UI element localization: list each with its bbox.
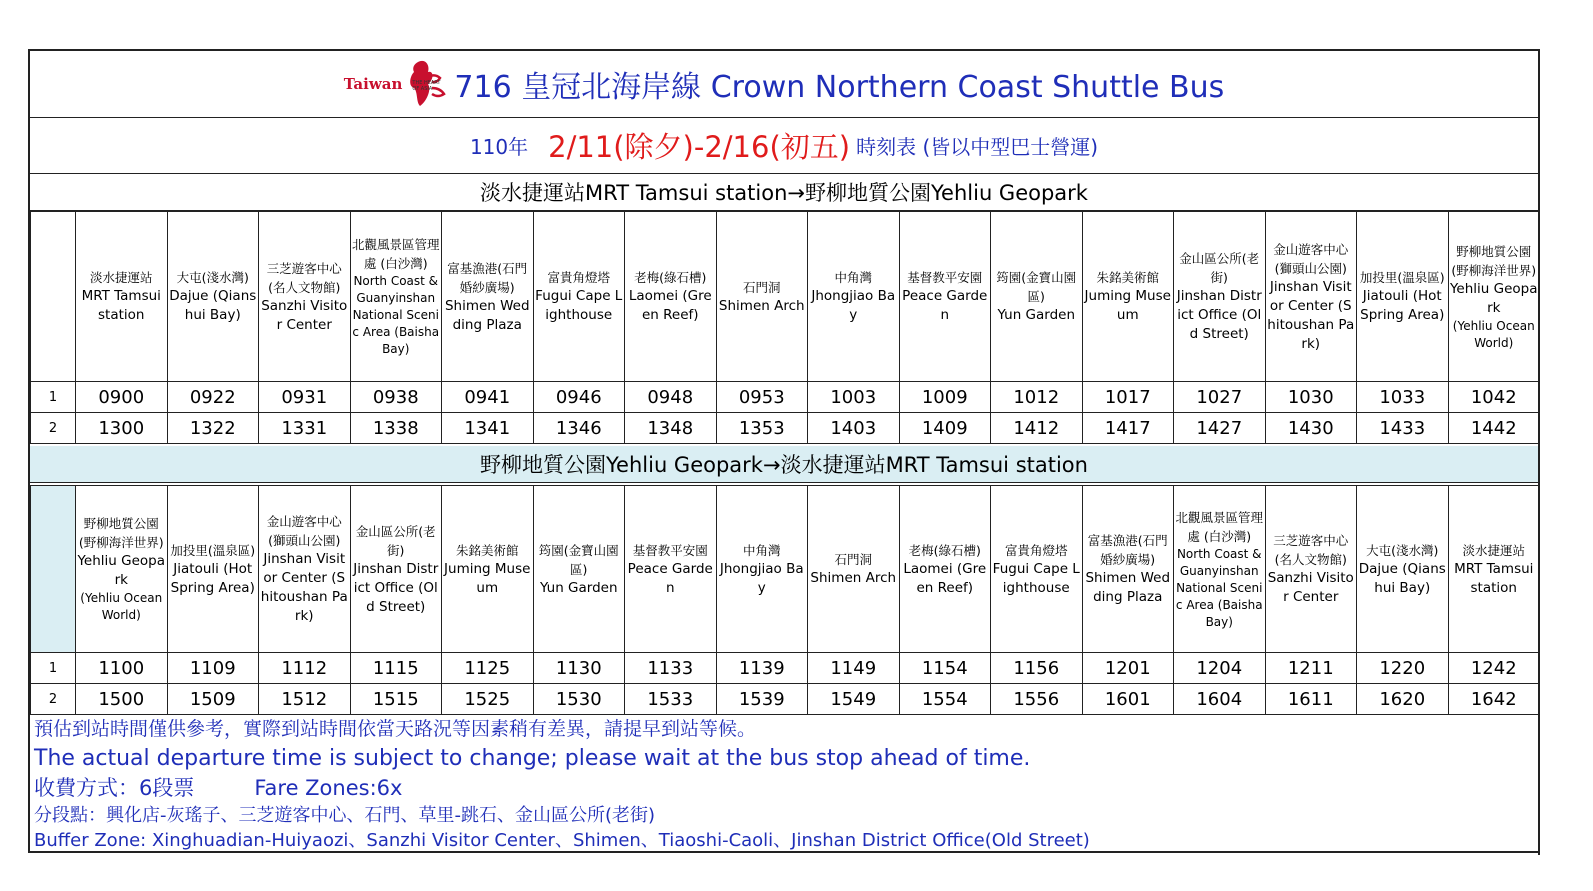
stop-name-en: Dajue (Qianshui Bay) [169, 288, 257, 323]
stop-name-zh: 石門洞 [834, 552, 872, 567]
departure-time: 1611 [1265, 684, 1357, 715]
departure-time: 1346 [533, 413, 625, 444]
departure-time: 1009 [899, 382, 991, 413]
departure-time: 1442 [1448, 413, 1540, 444]
stop-header [1082, 486, 1174, 653]
departure-time: 1554 [899, 684, 991, 715]
stop-name-en: Jhongjiao Bay [719, 560, 804, 596]
stop-name-zh: 朱銘美術館 [1096, 270, 1159, 285]
fare-zh: 收費方式：6段票 [34, 776, 195, 800]
stop-name-en: Juming Museum [444, 560, 531, 596]
departure-time: 1620 [1357, 684, 1449, 715]
departure-time: 1430 [1265, 413, 1357, 444]
departure-time: 1125 [442, 653, 534, 684]
logo-word: Taiwan [343, 75, 403, 93]
stop-name-zh: 北觀風景區管理處 (白沙灣) [351, 237, 440, 271]
stop-name-en: Fugui Cape Lighthouse [535, 288, 623, 323]
departure-time: 1500 [76, 684, 168, 715]
outbound-table [30, 211, 1540, 444]
departure-time: 0948 [625, 382, 717, 413]
stop-name-en: Yun Garden [539, 579, 618, 596]
departure-time: 1322 [167, 413, 259, 444]
departure-time: 0922 [167, 382, 259, 413]
stop-name-zh: 富貴角燈塔 [1004, 542, 1068, 558]
stop-name-en: Peace Garden [902, 288, 988, 323]
stop-name-zh: 大屯(淺水灣) [1366, 542, 1439, 558]
stop-name-zh: 金山遊客中心(獅頭山公園) [266, 514, 342, 548]
stop-name-en: Yehliu Geopark [1449, 280, 1538, 316]
stop-header [1357, 486, 1449, 653]
stop-header [442, 212, 534, 382]
subtitle-year: 110年 [469, 134, 529, 159]
departure-time: 1042 [1448, 382, 1540, 413]
departure-time: 1409 [899, 413, 991, 444]
trip-number: 2 [31, 413, 76, 444]
stop-header [350, 486, 442, 653]
departure-time: 0953 [716, 382, 808, 413]
stop-name-en: Jiatouli (Hot Spring Area) [170, 560, 255, 596]
stop-name-zh: 基督教平安園 [632, 542, 708, 558]
departure-time: 1156 [991, 653, 1083, 684]
departure-time: 1133 [625, 653, 717, 684]
departure-time: 1427 [1174, 413, 1266, 444]
notes-disclaimer-zh: 預估到站時間僅供參考，實際到站時間依當天路況等因素稍有差異，請提早到站等候。 [34, 718, 757, 740]
stop-header [1082, 212, 1174, 382]
stop-header [1174, 486, 1266, 653]
inbound-table [30, 485, 1540, 715]
trip-row [31, 653, 1540, 684]
departure-time: 1030 [1265, 382, 1357, 413]
departure-time: 1512 [259, 684, 351, 715]
notes-buffer-zh: 分段點：興化店-灰瑤子、三芝遊客中心、石門、草里-跳石、金山區公所(老街) [34, 805, 656, 826]
departure-time: 1242 [1448, 653, 1540, 684]
inbound-heading: 野柳地質公園Yehliu Geopark→淡水捷運站MRT Tamsui station [30, 446, 1538, 483]
stop-header [442, 486, 534, 653]
taiwan-logo [344, 58, 449, 110]
stop-header [533, 212, 625, 382]
stop-name-zh: 中角灣 [834, 270, 872, 285]
departure-time: 1601 [1082, 684, 1174, 715]
departure-time: 1115 [350, 653, 442, 684]
stop-name-zh: 淡水捷運站 [89, 270, 153, 285]
stop-name-zh: 三芝遊客中心(名人文物館) [1273, 533, 1349, 567]
stop-name-en: Juming Museum [1084, 288, 1171, 323]
trip-row [31, 382, 1540, 413]
stop-header [1265, 212, 1357, 382]
departure-time: 1139 [716, 653, 808, 684]
departure-time: 1509 [167, 684, 259, 715]
fare-en: Fare Zones:6x [254, 776, 403, 800]
stop-name-zh: 基督教平安園 [907, 270, 983, 285]
stop-name-zh: 三芝遊客中心(名人文物館) [266, 260, 342, 295]
stop-name-en-sub: (Yehliu Ocean World) [1452, 318, 1535, 350]
stop-name-zh: 中角灣 [742, 542, 781, 558]
stop-name-en: MRT Tamsui station [1454, 560, 1534, 596]
stop-name-zh: 富基漁港(石門婚紗廣場) [447, 260, 528, 295]
stop-name-zh: 老梅(綠石槽) [908, 542, 981, 558]
stop-name-zh: 野柳地質公園(野柳海洋世界) [78, 516, 164, 550]
departure-time: 1003 [808, 382, 900, 413]
departure-time: 1100 [76, 653, 168, 684]
trip-number: 2 [31, 684, 76, 715]
header-corner [31, 486, 76, 653]
taiwan-logo-mark-icon [404, 58, 448, 110]
stop-header [1174, 212, 1266, 382]
stop-name-zh: 野柳地質公園(野柳海洋世界) [1451, 243, 1537, 278]
stop-header [167, 212, 259, 382]
stop-header [350, 212, 442, 382]
stop-name-en: Shimen Arch [810, 570, 897, 586]
stop-header [716, 212, 808, 382]
subtitle-description: 時刻表 (皆以中型巴士營運) [856, 134, 1099, 159]
departure-time: 1556 [991, 684, 1083, 715]
stop-name-zh: 富基漁港(石門婚紗廣場) [1087, 533, 1168, 567]
stop-name-zh: 北觀風景區管理處 (白沙灣) [1175, 509, 1263, 544]
logo-subtitle: THE HEART OF ASIA [412, 80, 441, 92]
stop-name-en: Laomei (Green Reef) [903, 560, 987, 596]
stop-header [1357, 212, 1449, 382]
stop-name-en: Jinshan Visitor Center (Shitoushan Park) [260, 551, 348, 624]
departure-time: 1533 [625, 684, 717, 715]
departure-time: 1012 [991, 382, 1083, 413]
trip-number: 1 [31, 382, 76, 413]
stop-name-zh: 金山區公所(老街) [355, 523, 436, 558]
departure-time: 1525 [442, 684, 534, 715]
departure-time: 1515 [350, 684, 442, 715]
stop-name-en: Jiatouli (Hot Spring Area) [1360, 288, 1445, 323]
departure-time: 1154 [899, 653, 991, 684]
departure-time: 1604 [1174, 684, 1266, 715]
stop-name-en: Peace Garden [627, 560, 713, 596]
stop-header [991, 212, 1083, 382]
stop-header [716, 486, 808, 653]
stop-name-en: Jhongjiao Bay [811, 288, 896, 323]
stop-name-zh: 大屯(淺水灣) [176, 270, 249, 285]
stop-header [991, 486, 1083, 653]
stop-header [1265, 486, 1357, 653]
stop-name-zh: 淡水捷運站 [1462, 542, 1525, 558]
stop-header [899, 212, 991, 382]
sheet-right-border [1538, 49, 1540, 855]
stop-name-en: Dajue (Qianshui Bay) [1358, 560, 1446, 596]
stop-name-en: Jinshan Visitor Center (Shitoushan Park) [1267, 278, 1355, 352]
departure-time: 1549 [808, 684, 900, 715]
stop-header [259, 486, 351, 653]
stop-header [808, 212, 900, 382]
stop-name-en: Yehliu Geopark [77, 553, 166, 588]
notes-fare [34, 774, 1534, 803]
departure-time: 1204 [1174, 653, 1266, 684]
notes [34, 715, 1534, 853]
departure-time: 0946 [533, 382, 625, 413]
departure-time: 1033 [1357, 382, 1449, 413]
departure-time: 1130 [533, 653, 625, 684]
departure-time: 1341 [442, 413, 534, 444]
stop-header [76, 486, 168, 653]
notes-disclaimer-en: The actual departure time is subject to change; please wait at the bus stop ahead of time. [34, 746, 1031, 771]
departure-time: 1017 [1082, 382, 1174, 413]
stop-name-en: Jinshan District Office (Old Street) [1176, 288, 1262, 342]
stop-name-en: Shimen Wedding Plaza [444, 297, 530, 333]
stop-name-en: Sanzhi Visitor Center [261, 297, 348, 333]
departure-time: 1201 [1082, 653, 1174, 684]
stop-name-en: Fugui Cape Lighthouse [992, 560, 1080, 596]
subtitle-row [30, 117, 1538, 174]
stop-name-zh: 筠園(金寶山園區) [538, 542, 619, 577]
stop-name-zh: 石門洞 [742, 279, 781, 295]
header-row [31, 212, 1540, 382]
stop-header [899, 486, 991, 653]
stop-name-en: Sanzhi Visitor Center [1267, 570, 1354, 605]
outbound-heading: 淡水捷運站MRT Tamsui station→野柳地質公園Yehliu Geopark [30, 174, 1538, 211]
stop-header [808, 486, 900, 653]
trip-row [31, 413, 1540, 444]
departure-time: 1112 [259, 653, 351, 684]
departure-time: 1109 [167, 653, 259, 684]
title-row [30, 51, 1538, 118]
departure-time: 1211 [1265, 653, 1357, 684]
subtitle-dates: 2/11(除夕)-2/16(初五) [548, 129, 851, 164]
departure-time: 0931 [259, 382, 351, 413]
departure-time: 1220 [1357, 653, 1449, 684]
stop-name-en: MRT Tamsui station [81, 288, 161, 323]
departure-time: 1412 [991, 413, 1083, 444]
departure-time: 1027 [1174, 382, 1266, 413]
stop-name-en-sub: (Yehliu Ocean World) [80, 591, 163, 622]
departure-time: 1331 [259, 413, 351, 444]
stop-name-en: Yun Garden [997, 307, 1076, 323]
header-row [31, 486, 1540, 653]
stop-name-en: North Coast &Guanyinshan National Scenic Area (Baisha Bay) [1175, 546, 1263, 629]
stop-header [625, 486, 717, 653]
departure-time: 1539 [716, 684, 808, 715]
departure-time: 0900 [76, 382, 168, 413]
stop-name-en: Shimen Wedding Plaza [1085, 570, 1171, 605]
stop-name-zh: 富貴角燈塔 [547, 270, 610, 285]
stop-header [1448, 486, 1540, 653]
departure-time: 1417 [1082, 413, 1174, 444]
departure-time: 1348 [625, 413, 717, 444]
page-title: 716 皇冠北海岸線 Crown Northern Coast Shuttle Bus [454, 70, 1225, 105]
stop-name-en: Shimen Arch [718, 297, 805, 314]
stop-header [167, 486, 259, 653]
notes-buffer-en: Buffer Zone: Xinghuadian-Huiyaozi、Sanzhi Visitor Center、Shimen、Tiaoshi-Caoli、Jinshan District Office(Old Street) [34, 830, 1090, 851]
trip-row [31, 684, 1540, 715]
departure-time: 1300 [76, 413, 168, 444]
stop-name-en: Jinshan District Office (Old Street) [353, 560, 439, 615]
stop-name-zh: 老梅(綠石槽) [634, 270, 707, 285]
departure-time: 1149 [808, 653, 900, 684]
departure-time: 1433 [1357, 413, 1449, 444]
departure-time: 1642 [1448, 684, 1540, 715]
stop-name-zh: 加投里(溫泉區) [1359, 270, 1445, 285]
timetable-sheet [28, 49, 1538, 853]
stop-header [1448, 212, 1540, 382]
departure-time: 0941 [442, 382, 534, 413]
stop-name-en: Laomei (Green Reef) [628, 288, 712, 323]
stop-header [625, 212, 717, 382]
stop-header [533, 486, 625, 653]
departure-time: 0938 [350, 382, 442, 413]
stop-header [259, 212, 351, 382]
departure-time: 1338 [350, 413, 442, 444]
departure-time: 1403 [808, 413, 900, 444]
stop-name-zh: 金山區公所(老街) [1179, 251, 1260, 285]
stop-name-zh: 朱銘美術館 [455, 542, 519, 558]
stop-name-en: North Coast &Guanyinshan National Scenic Area (Baisha Bay) [352, 274, 440, 356]
trip-number: 1 [31, 653, 76, 684]
stop-header [76, 212, 168, 382]
stop-name-zh: 金山遊客中心(獅頭山公園) [1273, 241, 1349, 276]
stop-name-zh: 加投里(溫泉區) [170, 542, 256, 558]
header-corner [31, 212, 76, 382]
departure-time: 1530 [533, 684, 625, 715]
stop-name-zh: 筠園(金寶山園區) [996, 270, 1077, 304]
departure-time: 1353 [716, 413, 808, 444]
